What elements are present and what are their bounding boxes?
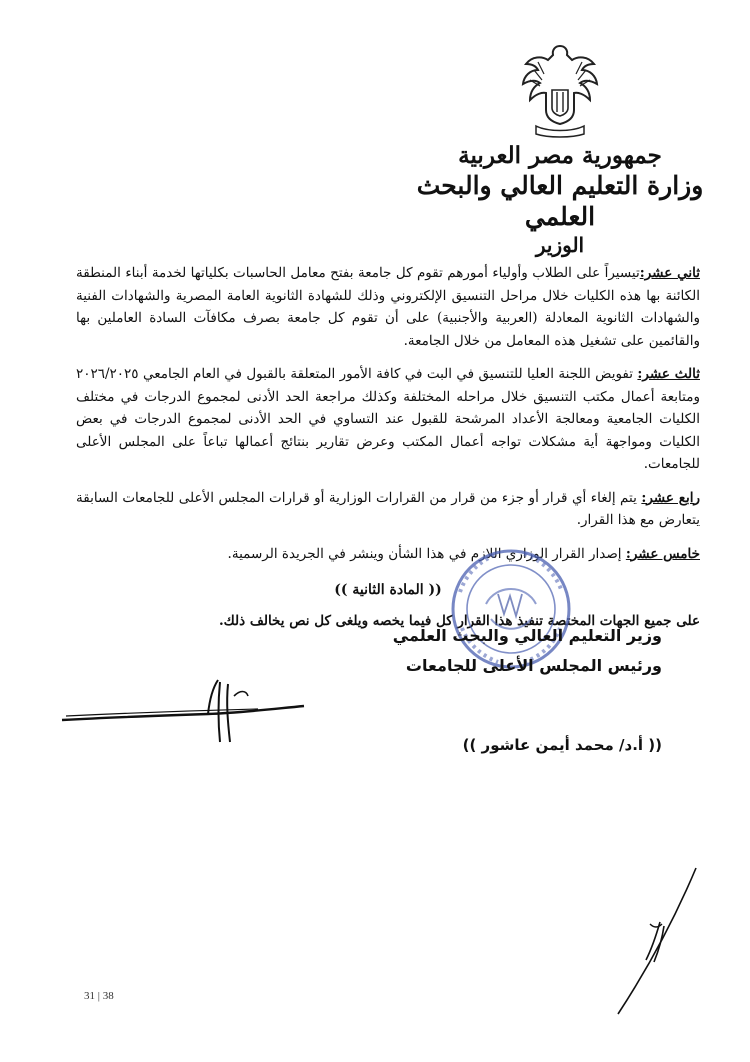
ministry-seal-stamp-icon — [446, 544, 576, 674]
egypt-eagle-emblem-icon — [518, 40, 602, 140]
clause-15 — [76, 543, 700, 566]
decree-body — [76, 262, 700, 632]
clause-text: يتم إلغاء أي قرار أو جزء من قرار من القرارات الوزارية أو قرارات المجلس الأعلى للجامعات السابقة يتعارض مع هذا القرار. — [76, 489, 700, 528]
page-number: 31 | 38 — [84, 990, 114, 1002]
clause-label: رابع عشر: — [641, 489, 700, 506]
clause-label: خامس عشر: — [625, 545, 700, 562]
clause-label: ثالث عشر: — [637, 366, 700, 382]
clause-text: تفويض اللجنة العليا للتنسيق في البت في كافة الأمور المتعلقة بالقبول في العام الجامعي ٢٠٢٦/٢٠٢٥ ومتابعة أعمال مكتب التنسيق خلال مراحله المختلفة وكذلك مراجعة الحد الأدنى لمجموع الدرجات في مختلف الكليات الجامعية ومعالجة الأعداد المرشحة للقبول عند التساوي في الحد الأدنى لمجموع الدرجات في بعض الكليات ومواجهة أية مشكلات تواجه أعمال المكتب وعرض تقارير بنتائج أعمالها تباعاً على المجلس الأعلى للجامعات. — [76, 366, 700, 472]
handwritten-signature — [58, 676, 308, 746]
clause-text: إصدار القرار الوزاري اللازم في هذا الشأن وينشر في الجريدة الرسمية. — [227, 545, 622, 562]
margin-initials — [610, 866, 700, 1016]
minister-title: الوزير — [535, 233, 585, 258]
clause-14 — [76, 487, 700, 532]
clause-12 — [76, 262, 700, 352]
clause-text: تيسيراً على الطلاب وأولياء أمورهم تقوم كل جامعة بفتح معامل الحاسبات بكلياتها لخدمة أبناء المنطقة الكائنة بها هذه الكليات خلال مراحل التنسيق الإلكتروني وذلك للشهادة الثانوية العامة المصرية والشهادات الفنية والشهادات الثانوية المعادلة (العربية والأجنبية) على أن تقوم كل جامعة بصرف مكافآت السادة العاملين بها والقائمين على تشغيل هذه المعامل من خلال الجامعة. — [76, 265, 700, 349]
signatory-title: وزير التعليم العالي والبحث العلمي — [392, 626, 662, 645]
signatory-council-title: ورئيس المجلس الأعلى للجامعات — [405, 656, 662, 675]
country-name: جمهورية مصر العربية — [458, 142, 662, 169]
letterhead — [410, 40, 710, 258]
signatory-name: (( أ.د/ محمد أيمن عاشور )) — [462, 736, 662, 754]
article-two-title: (( المادة الثانية )) — [334, 582, 442, 598]
ministry-name: وزارة التعليم العالي والبحث العلمي — [416, 170, 704, 231]
clause-label: ثاني عشر: — [639, 265, 700, 281]
clause-13 — [76, 363, 700, 476]
article-two-body: على جميع الجهات المختصة تنفيذ هذا القرار كل فيما يخصه ويلغى كل نص يخالف ذلك. — [218, 612, 700, 629]
